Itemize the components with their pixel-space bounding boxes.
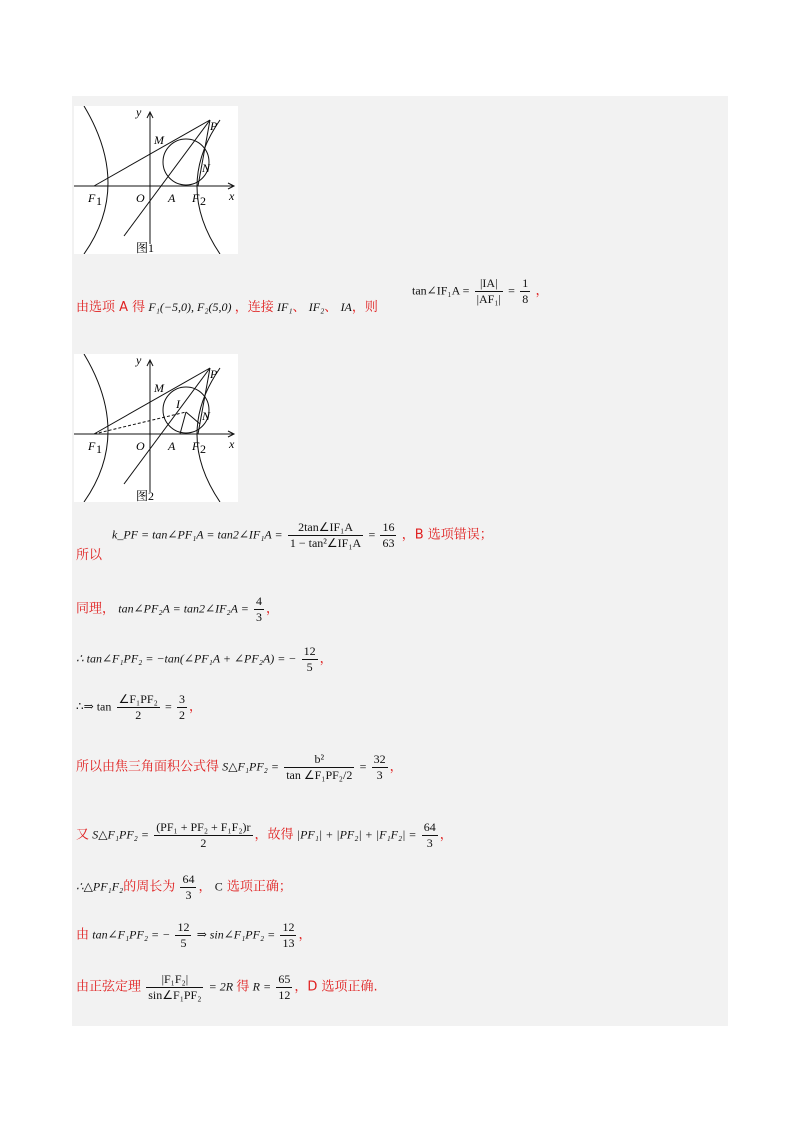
l4-expr: ∴ tan∠F₁PF₂ = −tan(∠PF₁A + ∠PF₂A) = −	[76, 651, 297, 666]
l9-a-den: 5	[180, 936, 187, 950]
l8-suffix: ，	[198, 879, 212, 895]
l1-den: |AF₁|	[476, 292, 501, 306]
l9-value	[280, 920, 296, 951]
line-6	[76, 752, 403, 783]
l7-mid: ，故得	[254, 827, 294, 843]
l3-expr: tan∠PF₂A = tan2∠IF₂A =	[118, 601, 249, 616]
fig2-label-x: x	[229, 437, 235, 451]
fig1-label-y: y	[136, 106, 142, 119]
l10-frac	[146, 972, 203, 1003]
l3-value	[254, 594, 264, 625]
l4-value	[302, 644, 318, 675]
l6-v-den: 3	[376, 768, 383, 782]
figure-2-diagram	[74, 354, 238, 502]
l1-then: ，则	[351, 300, 378, 315]
figure-2	[74, 354, 238, 502]
l5-expr: ∴⇒ tan	[76, 699, 112, 714]
l2-prefix: 所以	[76, 548, 103, 563]
l10-prefix: 由正弦定理	[76, 979, 142, 995]
fig1-label-f1: F	[88, 191, 96, 205]
l10-value	[276, 972, 292, 1003]
line-2	[76, 520, 493, 551]
l6-lhs: S△F₁PF₂ =	[222, 759, 279, 774]
l1-v-num: 1	[522, 276, 529, 290]
l6-eq: =	[359, 759, 367, 774]
l5-value	[177, 692, 187, 723]
l4-end: ，	[319, 651, 333, 667]
fig1-label-a: A	[168, 191, 176, 205]
line-8	[76, 872, 292, 903]
l1-conn2: IF₂	[308, 300, 325, 314]
fig2-label-a: A	[168, 439, 176, 453]
l8-v-den: 3	[185, 888, 192, 902]
l10-v-den: 12	[278, 988, 291, 1002]
l10-eq: = 2R	[208, 979, 234, 994]
l9-v-den: 13	[282, 936, 295, 950]
l2-frac	[288, 520, 363, 551]
l6-end: ，	[389, 759, 403, 775]
l7-den: 2	[200, 836, 207, 850]
l6-frac	[284, 752, 354, 783]
l7-frac	[154, 820, 252, 851]
fig1-label-p: P	[210, 119, 218, 133]
fig1-label-m: M	[154, 133, 164, 147]
l1-mid: ，连接	[234, 300, 274, 315]
l2-den: 1 − tan²∠IF₁A	[289, 536, 362, 550]
fig2-label-f1-sub: 1	[96, 442, 102, 456]
l1-foci: F₁(−5,0), F₂(5,0)	[148, 300, 232, 314]
l9-a-num: 12	[177, 920, 190, 934]
line-1	[76, 296, 378, 315]
line-9	[76, 920, 312, 951]
line-3	[76, 594, 279, 625]
l7-v-num: 64	[423, 820, 436, 834]
l8-mid: 的周长为	[123, 879, 176, 895]
fig2-label-f2-sub: 2	[200, 442, 206, 456]
l6-value	[372, 752, 388, 783]
l7-lhs: S△F₁PF₂ =	[92, 827, 149, 842]
l1-num: |IA|	[475, 276, 503, 292]
l9-prefix: 由	[76, 927, 90, 943]
fig2-caption: 图2	[136, 489, 155, 502]
l3-prefix: 同理，	[76, 601, 116, 617]
fig2-label-p: P	[210, 367, 218, 381]
l10-suffix: ，D 选项正确.	[294, 979, 378, 995]
l2-lhs: k_PF = tan∠PF₁A = tan2∠IF₁A =	[112, 527, 283, 542]
fig2-label-o: O	[136, 439, 145, 453]
fig1-label-o: O	[136, 191, 145, 205]
line-2-prefix	[76, 544, 102, 563]
l3-end: ，	[266, 601, 280, 617]
l1-sep1: 、	[292, 300, 306, 315]
l6-num: b²	[284, 752, 354, 768]
l6-den: tan ∠F₁PF₂/2	[286, 768, 353, 782]
l5-v-den: 2	[179, 708, 186, 722]
fig1-label-f2: F	[192, 191, 200, 205]
l5-v-num: 3	[179, 692, 186, 706]
l1-v-den: 8	[522, 292, 529, 306]
l1-conn3: IA	[340, 300, 352, 314]
l1-sep2: 、	[324, 300, 338, 315]
fig1-label-n: N	[202, 161, 211, 175]
l5-a-num: ∠F₁PF₂	[118, 692, 158, 706]
line-7	[76, 820, 453, 851]
fig2-label-f2: F	[192, 439, 200, 453]
l10-num: |F₁F₂|	[146, 972, 203, 988]
l2-suffix: ，B 选项错误；	[401, 527, 493, 543]
l2-v-num: 16	[382, 520, 395, 534]
l10-den: sin∠F₁PF₂	[148, 988, 202, 1002]
fig2-label-y: y	[136, 354, 142, 367]
fig1-label-f2-sub: 2	[200, 194, 206, 208]
l7-value	[422, 820, 438, 851]
figure-1	[74, 106, 238, 254]
l3-v-num: 4	[256, 594, 263, 608]
l9-expr: tan∠F₁PF₂ = −	[92, 927, 171, 942]
l8-v-num: 64	[182, 872, 195, 886]
l7-num: (PF₁ + PF₂ + F₁F₂)r	[156, 820, 251, 834]
fig2-label-n: N	[202, 409, 211, 423]
line-5	[76, 692, 202, 723]
l6-prefix: 所以由焦三角面积公式得	[76, 759, 220, 775]
l2-v-den: 63	[382, 536, 395, 550]
l2-num: 2tan∠IF₁A	[288, 520, 363, 536]
l7-end: ，	[439, 827, 453, 843]
l9-v-num: 12	[282, 920, 295, 934]
fig1-label-x: x	[229, 189, 235, 203]
l10-v-num: 65	[278, 972, 291, 986]
l8-tri: ∴△PF₁F₂	[76, 879, 124, 894]
l9-end: ，	[298, 927, 312, 943]
fig2-label-f1: F	[88, 439, 96, 453]
l1-conn1: IF₁	[277, 300, 293, 314]
l8-suffix2: 选项正确；	[222, 879, 292, 895]
l4-v-den: 5	[306, 660, 313, 674]
figure-1-diagram	[74, 106, 238, 254]
l7-v-den: 3	[426, 836, 433, 850]
line-10	[76, 972, 378, 1003]
l5-angle	[117, 692, 160, 723]
l3-v-den: 3	[256, 610, 263, 624]
fig1-caption: 图1	[136, 241, 155, 254]
fig1-label-f1-sub: 1	[96, 194, 102, 208]
l1-frac	[475, 276, 503, 307]
l7-sum: |PF₁| + |PF₂| + |F₁F₂| =	[296, 827, 417, 842]
l5-end: ，	[189, 699, 203, 715]
l4-v-num: 12	[303, 644, 316, 658]
l2-value	[380, 520, 396, 551]
fig2-label-i: I	[176, 397, 180, 411]
l5-eq: =	[165, 699, 172, 714]
l1-prefix: 由选项 A 得	[76, 300, 146, 315]
line-4	[76, 644, 333, 675]
l2-eq: =	[368, 527, 376, 542]
l8-c: C	[214, 879, 223, 894]
l6-v-num: 32	[373, 752, 386, 766]
l7-prefix: 又	[76, 827, 90, 843]
fig2-label-m: M	[154, 381, 164, 395]
l9-frac	[175, 920, 191, 951]
l1-end: ，	[535, 283, 549, 299]
l9-mid: ⇒ sin∠F₁PF₂ =	[196, 927, 276, 942]
l1-value	[520, 276, 530, 307]
l1-eq: =	[508, 283, 515, 298]
l5-a-den: 2	[135, 708, 142, 722]
l10-mid: 得	[236, 979, 250, 995]
l10-r: R =	[252, 979, 272, 994]
l1-tan: tan∠IF₁A =	[412, 283, 470, 298]
line-1-formula	[412, 276, 548, 307]
l8-value	[180, 872, 196, 903]
